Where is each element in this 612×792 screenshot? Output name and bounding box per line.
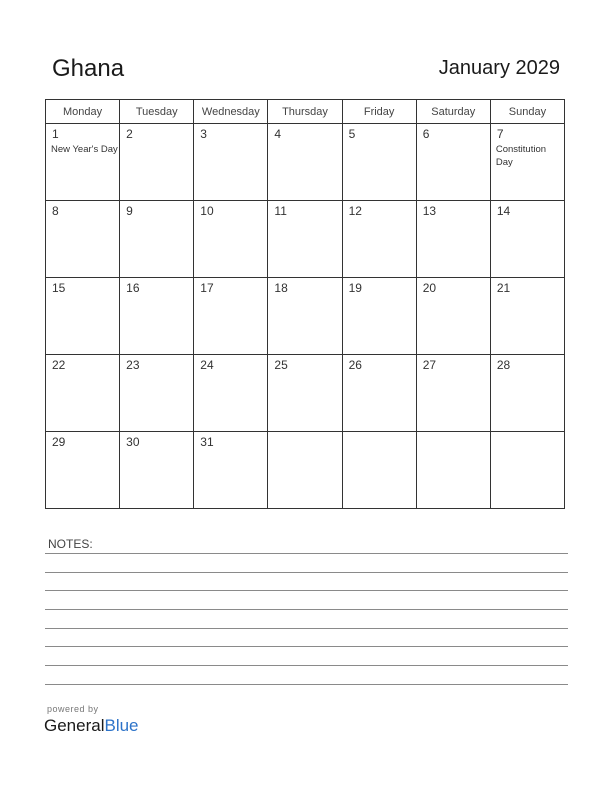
day-number: 12 [348, 204, 362, 218]
day-number: 24 [200, 358, 214, 372]
day-number: 6 [422, 127, 430, 141]
day-number: 8 [52, 204, 59, 218]
day-number: 4 [274, 127, 282, 141]
notes-line [45, 646, 568, 647]
brand-logo [44, 716, 139, 736]
day-cell [46, 124, 120, 201]
holiday-label: New Year's Day [51, 144, 118, 155]
day-cell [416, 355, 490, 432]
day-number: 31 [200, 435, 214, 449]
day-number: 7 [496, 127, 504, 141]
day-number: 19 [348, 281, 362, 295]
day-number: 27 [422, 358, 437, 372]
day-cell [46, 201, 120, 278]
brand-blue: Blue [104, 716, 139, 735]
notes-line [45, 609, 568, 610]
brand-general: General [44, 716, 105, 735]
calendar-grid [45, 99, 565, 509]
notes-line [45, 572, 568, 573]
day-cell [268, 201, 342, 278]
day-cell [416, 278, 490, 355]
week-row [46, 432, 565, 509]
day-cell [416, 432, 490, 509]
week-row [46, 278, 565, 355]
day-number: 20 [422, 281, 437, 295]
day-number: 10 [200, 204, 214, 218]
day-cell [120, 355, 194, 432]
weekday-header: Tuesday [120, 100, 194, 124]
day-cell [194, 278, 268, 355]
day-cell [490, 278, 564, 355]
weekday-header: Friday [342, 100, 416, 124]
day-cell [194, 432, 268, 509]
day-number: 5 [348, 127, 356, 141]
day-cell [342, 355, 416, 432]
weekday-header: Saturday [416, 100, 490, 124]
day-number: 3 [200, 127, 207, 141]
day-number: 28 [496, 358, 511, 372]
day-number: 21 [496, 281, 511, 295]
day-cell [416, 201, 490, 278]
day-number: 22 [52, 358, 66, 372]
day-cell [120, 201, 194, 278]
day-number: 11 [274, 204, 287, 218]
country-title: Ghana [52, 55, 125, 82]
day-number: 9 [126, 204, 133, 218]
month-year-title: January 2029 [438, 57, 560, 79]
day-cell [194, 124, 268, 201]
weekday-header: Wednesday [194, 100, 268, 124]
day-cell [342, 278, 416, 355]
day-cell [120, 124, 194, 201]
weekday-header: Monday [46, 100, 120, 124]
day-number: 23 [126, 358, 140, 372]
day-cell [342, 201, 416, 278]
day-cell [120, 432, 194, 509]
week-row [46, 201, 565, 278]
holiday-label: Constitution Day [495, 144, 547, 168]
day-cell [46, 278, 120, 355]
day-cell [268, 355, 342, 432]
day-number: 16 [126, 281, 140, 295]
weekday-header: Sunday [490, 100, 564, 124]
day-cell [46, 355, 120, 432]
day-number: 2 [126, 127, 133, 141]
day-number: 29 [52, 435, 66, 449]
day-cell [490, 355, 564, 432]
day-cell [490, 124, 564, 201]
notes-line [45, 684, 568, 685]
week-row [46, 124, 565, 201]
notes-label: NOTES: [48, 537, 93, 551]
day-cell [268, 124, 342, 201]
powered-by-text: powered by [47, 704, 99, 714]
day-number: 1 [52, 127, 59, 141]
weekday-header: Thursday [268, 100, 342, 124]
notes-line [45, 665, 568, 666]
day-cell [342, 432, 416, 509]
day-number: 14 [496, 204, 511, 218]
day-cell [268, 432, 342, 509]
day-cell [268, 278, 342, 355]
day-number: 17 [200, 281, 214, 295]
day-cell [490, 432, 564, 509]
day-cell [194, 201, 268, 278]
notes-line [45, 590, 568, 591]
day-cell [120, 278, 194, 355]
day-cell [490, 201, 564, 278]
day-number: 13 [422, 204, 437, 218]
day-cell [194, 355, 268, 432]
day-number: 30 [126, 435, 140, 449]
notes-line [45, 553, 568, 554]
day-cell [416, 124, 490, 201]
notes-line [45, 628, 568, 629]
day-number: 15 [52, 281, 66, 295]
day-cell [342, 124, 416, 201]
day-number: 18 [274, 281, 288, 295]
week-row [46, 355, 565, 432]
day-cell [46, 432, 120, 509]
weekday-header-row [46, 100, 565, 124]
day-number: 26 [348, 358, 362, 372]
day-number: 25 [274, 358, 288, 372]
